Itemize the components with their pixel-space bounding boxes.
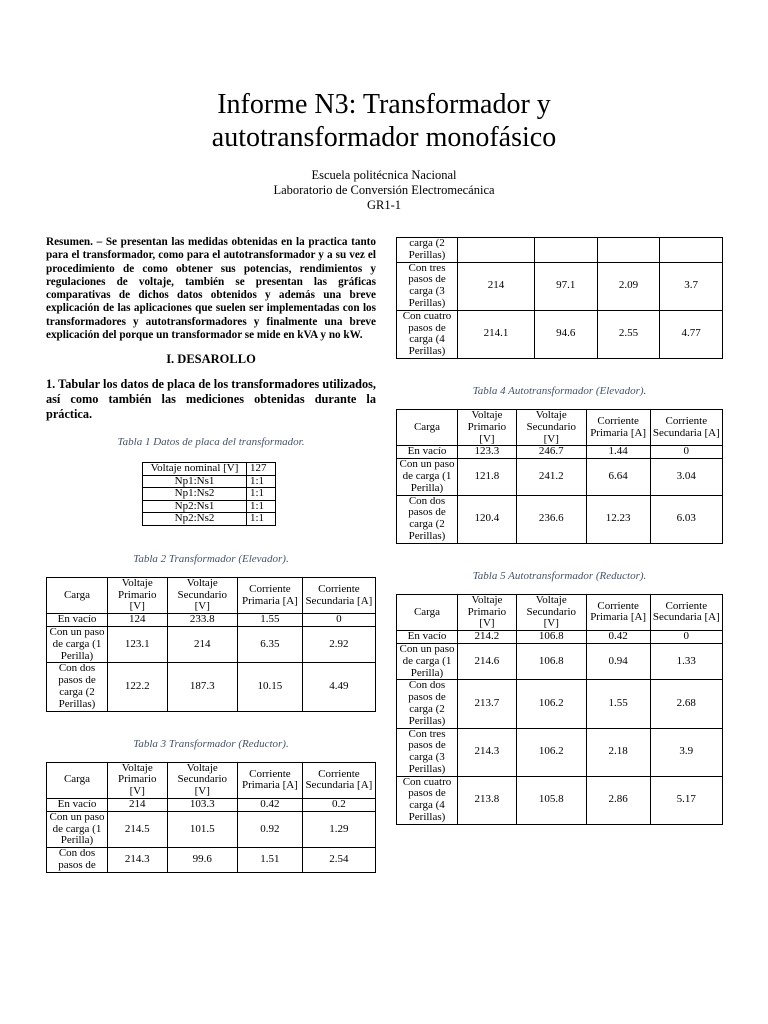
table-cell: 1.33 <box>650 643 722 679</box>
table-cell: 214 <box>167 627 238 663</box>
table3-caption: Tabla 3 Transformador (Reductor). <box>133 737 289 750</box>
table-cell: Con dos pasos de carga (2 Perillas) <box>397 680 458 728</box>
table-cell: 214.6 <box>458 643 517 679</box>
table3-transformer-step-down <box>46 762 376 873</box>
table-cell: 3.9 <box>650 728 722 776</box>
table-row <box>143 488 276 501</box>
table-cell: Np1:Ns1 <box>143 475 247 488</box>
table2-caption: Tabla 2 Transformador (Elevador). <box>133 552 289 565</box>
table-cell: 1:1 <box>247 488 276 501</box>
table-row <box>143 475 276 488</box>
question-1: 1. Tabular los datos de placa de los transformadores utilizados, así como también las mediciones obtenidas durante la práctica. <box>46 377 376 422</box>
affiliation-group: GR1-1 <box>366 198 402 212</box>
table-row <box>397 643 723 679</box>
table-cell: 94.6 <box>534 310 597 358</box>
table-row <box>47 811 376 847</box>
table-cell: 101.5 <box>167 811 238 847</box>
table-header-row <box>397 409 723 445</box>
table-header-row <box>397 594 723 630</box>
table-cell: 105.8 <box>516 776 586 824</box>
col-header: Corriente Primaria [A] <box>238 762 303 798</box>
table-cell: 214 <box>108 799 168 812</box>
col-header: Voltaje Secundario [V] <box>516 409 586 445</box>
table-row <box>47 627 376 663</box>
table-cell: 2.09 <box>597 262 660 310</box>
table-row <box>397 728 723 776</box>
col-header: Voltaje Primario [V] <box>458 594 517 630</box>
table-cell: Con tres pasos de carga (3 Perillas) <box>397 728 458 776</box>
table-cell: 1.29 <box>302 811 375 847</box>
table-cell: Con un paso de carga (1 Perilla) <box>47 811 108 847</box>
table-cell: Con dos pasos de <box>47 848 108 873</box>
table-cell: 2.54 <box>302 848 375 873</box>
table-row <box>397 262 723 310</box>
col-header: Voltaje Secundario [V] <box>167 762 238 798</box>
table-cell: 2.86 <box>586 776 650 824</box>
table-cell: 214.2 <box>458 631 517 644</box>
section-heading: I. DESAROLLO <box>166 352 256 367</box>
table-cell: 106.2 <box>516 680 586 728</box>
table-cell: 10.15 <box>238 663 303 711</box>
table-cell: 213.7 <box>458 680 517 728</box>
table-cell <box>660 238 723 263</box>
table-cell: 246.7 <box>516 446 586 459</box>
table-cell: 213.8 <box>458 776 517 824</box>
table-cell: 1.55 <box>586 680 650 728</box>
table-cell: 0 <box>650 446 722 459</box>
table-cell: 3.7 <box>660 262 723 310</box>
table-cell: Np1:Ns2 <box>143 488 247 501</box>
col-header: Voltaje Primario [V] <box>108 577 168 613</box>
col-header: Corriente Primaria [A] <box>586 409 650 445</box>
affiliation-school: Escuela politécnica Nacional <box>311 168 457 182</box>
table-cell: 214.1 <box>458 310 535 358</box>
table-cell: 2.68 <box>650 680 722 728</box>
table-cell: 120.4 <box>458 495 517 543</box>
col-header: Corriente Primaria [A] <box>238 577 303 613</box>
col-header: Carga <box>47 762 108 798</box>
table3-continued <box>396 237 723 359</box>
table-cell: En vacío <box>47 614 108 627</box>
table-header-row <box>47 762 376 798</box>
table-cell: 0.94 <box>586 643 650 679</box>
col-header: Corriente Secundaria [A] <box>650 594 722 630</box>
table-cell: 123.1 <box>108 627 168 663</box>
table-row <box>143 513 276 526</box>
table-row <box>143 463 276 476</box>
table-cell: 233.8 <box>167 614 238 627</box>
table-cell: 97.1 <box>534 262 597 310</box>
table-cell: 1:1 <box>247 500 276 513</box>
table-cell: 0.42 <box>586 631 650 644</box>
table-cell: 122.2 <box>108 663 168 711</box>
table-cell: 123.3 <box>458 446 517 459</box>
table2-transformer-step-up <box>46 577 376 712</box>
table-cell: Con un paso de carga (1 Perilla) <box>397 459 458 495</box>
table-cell: 0.42 <box>238 799 303 812</box>
table-row <box>397 310 723 358</box>
table-cell: 4.49 <box>302 663 375 711</box>
col-header: Carga <box>397 594 458 630</box>
table-cell: 0.92 <box>238 811 303 847</box>
table-cell: 214.3 <box>458 728 517 776</box>
table-cell: Np2:Ns2 <box>143 513 247 526</box>
paper-title <box>0 88 768 154</box>
table-cell: En vacío <box>397 631 458 644</box>
table-cell: Con un paso de carga (1 Perilla) <box>397 643 458 679</box>
table-cell: Con un paso de carga (1 Perilla) <box>47 627 108 663</box>
table-header-row <box>47 577 376 613</box>
table-cell: 214.3 <box>108 848 168 873</box>
table-cell: Con cuatro pasos de carga (4 Perillas) <box>397 310 458 358</box>
col-header: Voltaje Secundario [V] <box>167 577 238 613</box>
table-cell: 214.5 <box>108 811 168 847</box>
table-cell: 1:1 <box>247 475 276 488</box>
col-header: Corriente Secundaria [A] <box>302 577 375 613</box>
table-cell: 6.35 <box>238 627 303 663</box>
table-cell: 2.18 <box>586 728 650 776</box>
col-header: Carga <box>47 577 108 613</box>
table-cell <box>458 238 535 263</box>
table-cell: 99.6 <box>167 848 238 873</box>
table-cell: 0 <box>302 614 375 627</box>
table-cell: 4.77 <box>660 310 723 358</box>
table-cell: 2.55 <box>597 310 660 358</box>
table-cell <box>597 238 660 263</box>
table-row <box>397 495 723 543</box>
table-cell: 2.92 <box>302 627 375 663</box>
table-cell: Con tres pasos de carga (3 Perillas) <box>397 262 458 310</box>
title-line-2: autotransformador monofásico <box>211 122 557 153</box>
col-header: Voltaje Secundario [V] <box>516 594 586 630</box>
table-row <box>47 663 376 711</box>
table5-autotransformer-step-down <box>396 594 723 825</box>
table-row <box>397 680 723 728</box>
affiliation-lab: Laboratorio de Conversión Electromecánica <box>273 183 495 197</box>
table-row <box>47 848 376 873</box>
table-cell: 3.04 <box>650 459 722 495</box>
table-row <box>397 776 723 824</box>
col-header: Voltaje Primario [V] <box>458 409 517 445</box>
table-cell: 214 <box>458 262 535 310</box>
table-cell: 241.2 <box>516 459 586 495</box>
col-header: Corriente Primaria [A] <box>586 594 650 630</box>
right-column <box>396 237 723 825</box>
col-header: Voltaje Primario [V] <box>108 762 168 798</box>
table-cell: Con cuatro pasos de carga (4 Perillas) <box>397 776 458 824</box>
table-cell: 1.44 <box>586 446 650 459</box>
table-cell: Con dos pasos de carga (2 Perillas) <box>47 663 108 711</box>
table-cell: 5.17 <box>650 776 722 824</box>
table-row <box>397 238 723 263</box>
title-line-1: Informe N3: Transformador y <box>217 89 551 120</box>
table-cell: 106.8 <box>516 631 586 644</box>
table-cell: 0.2 <box>302 799 375 812</box>
table-cell: 6.64 <box>586 459 650 495</box>
table-row <box>47 799 376 812</box>
affiliation <box>0 168 768 213</box>
table-cell: 1.51 <box>238 848 303 873</box>
table-cell: 121.8 <box>458 459 517 495</box>
table-cell: 1:1 <box>247 513 276 526</box>
table1-nameplate <box>142 462 276 526</box>
table-cell: 1.55 <box>238 614 303 627</box>
table-row <box>397 446 723 459</box>
table4-autotransformer-step-up <box>396 409 723 544</box>
table-cell: En vacío <box>47 799 108 812</box>
table-cell: En vacío <box>397 446 458 459</box>
table1-caption: Tabla 1 Datos de placa del transformador. <box>117 436 305 449</box>
table-row <box>397 459 723 495</box>
table4-caption: Tabla 4 Autotransformador (Elevador). <box>472 384 647 397</box>
table-cell: 127 <box>247 463 276 476</box>
table1-body <box>143 463 276 526</box>
table-cell: 124 <box>108 614 168 627</box>
col-header: Corriente Secundaria [A] <box>302 762 375 798</box>
table-cell <box>534 238 597 263</box>
col-header: Carga <box>397 409 458 445</box>
table-cell: Np2:Ns1 <box>143 500 247 513</box>
table-cell: 187.3 <box>167 663 238 711</box>
table-cell: 103.3 <box>167 799 238 812</box>
table-cell: 12.23 <box>586 495 650 543</box>
left-column <box>46 236 376 873</box>
table5-caption: Tabla 5 Autotransformador (Reductor). <box>472 569 647 582</box>
table-cell: carga (2 Perillas) <box>397 238 458 263</box>
col-header: Corriente Secundaria [A] <box>650 409 722 445</box>
table-cell: 0 <box>650 631 722 644</box>
table-cell: 106.2 <box>516 728 586 776</box>
table-row <box>397 631 723 644</box>
table-cell: Con dos pasos de carga (2 Perillas) <box>397 495 458 543</box>
table-cell: 6.03 <box>650 495 722 543</box>
table-cell: 236.6 <box>516 495 586 543</box>
table-cell: Voltaje nominal [V] <box>143 463 247 476</box>
abstract: Resumen. – Se presentan las medidas obtenidas en la practica tanto para el transformador, como para el autotransformador y a su vez el procedimiento de como obtener sus potencias, rendimientos y regulaciones de voltaje, también se presentan las gráficas comparativas de dichos datos obtenidos y además una breve explicación de las aplicaciones que suelen ser implementadas con los transformadores y autotransformadores y finalmente una breve explicación del porque un transformador se mide en kVA y no kW. <box>46 236 376 342</box>
table-row <box>143 500 276 513</box>
table-row <box>47 614 376 627</box>
table-cell: 106.8 <box>516 643 586 679</box>
